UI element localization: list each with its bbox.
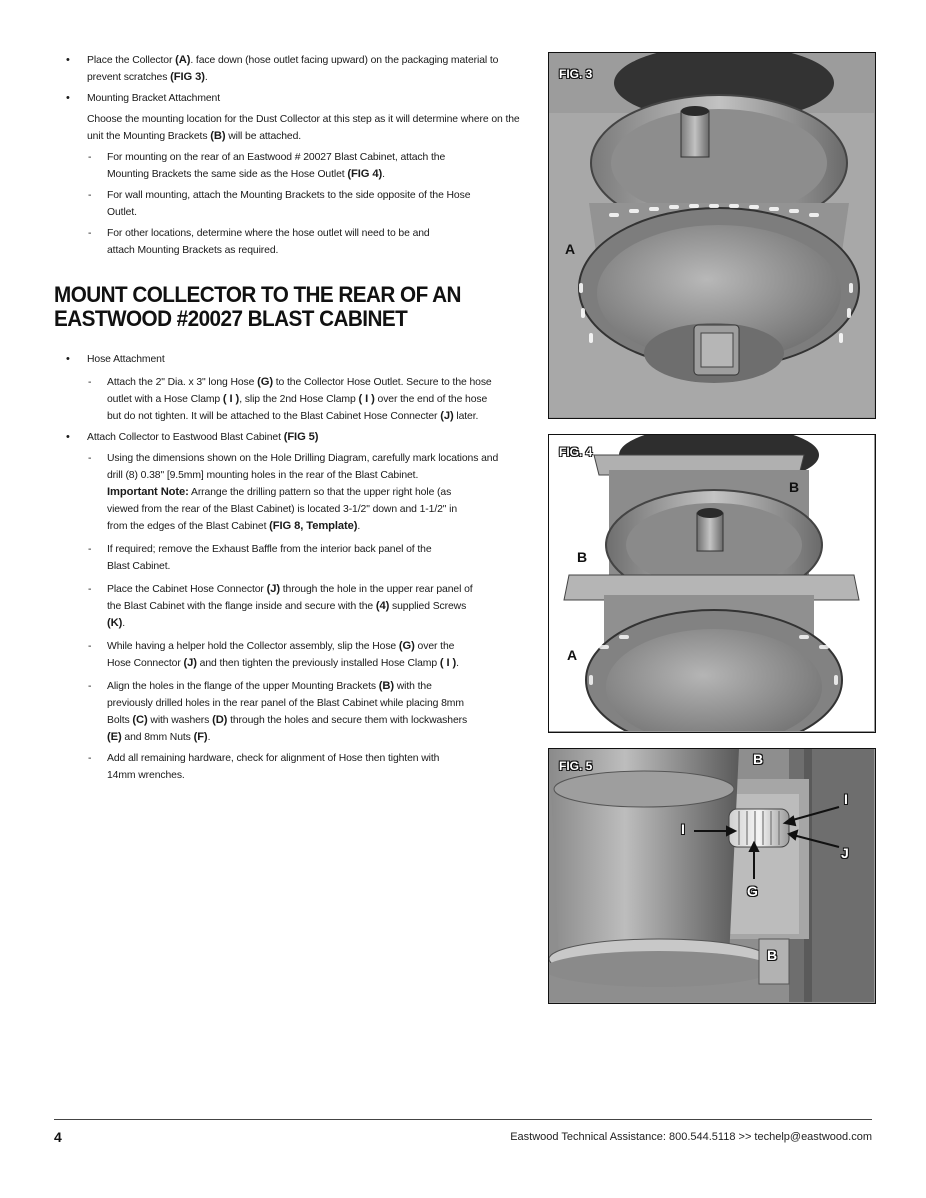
page-number: 4 [54, 1129, 62, 1145]
callout-b-top: B [753, 751, 764, 767]
figure-ref: (FIG 3) [170, 71, 205, 83]
text: . [122, 618, 126, 629]
text: Hose Attachment [87, 354, 165, 365]
substep-drill-holes [54, 450, 504, 535]
figure-label: FIG. 4 [559, 445, 593, 459]
callout-i-left: I [681, 821, 685, 837]
figure-ref: (FIG 5) [283, 431, 319, 443]
text: Choose the mounting location for the Dust Collector at this step as it will determine where on the unit the Mounting Brackets [87, 114, 520, 142]
text: For wall mounting, attach the Mounting Brackets to the side opposite of the Hose Outlet. [107, 190, 471, 218]
text: . [204, 72, 208, 83]
mounting-bracket-paragraph [54, 111, 524, 145]
footer-divider [54, 1119, 872, 1120]
collector-with-brackets-illustration [549, 435, 874, 731]
substep-wall-mounting [54, 187, 484, 221]
callout-b-bottom: B [767, 947, 778, 963]
substep-final-hardware [54, 750, 444, 784]
text: , slip the 2nd Hose Clamp [239, 394, 359, 405]
text: For other locations, determine where the hose outlet will need to be and attach Mounting Brackets as required. [107, 228, 430, 256]
callout-j: J [841, 845, 849, 861]
step-hose-attachment-title [54, 351, 524, 368]
text: Attach Collector to Eastwood Blast Cabinet [87, 432, 284, 443]
text: supplied Screws [389, 601, 467, 612]
part-ref: (K) [107, 617, 123, 629]
text: . [456, 658, 459, 669]
text: with washers [147, 715, 213, 726]
text: to the Collector Hose Outlet. Secure to the hose outlet with a Hose Clamp [107, 377, 492, 405]
part-ref: (E) [107, 731, 122, 743]
text: over the end of the hose but do not tighten. It will be attached to the Blast Cabinet Hose Connecter [107, 394, 488, 422]
part-ref: (4) [375, 600, 390, 612]
text: through the hole in the upper rear panel of the Blast Cabinet with the flange inside and secure with the [107, 584, 473, 612]
part-ref: (G) [398, 640, 415, 652]
substep-hose-connector [54, 581, 484, 632]
substep-remove-baffle [54, 541, 454, 575]
text: through the holes and secure them with lockwashers [227, 715, 468, 726]
text: over the Hose Connector [107, 641, 455, 669]
collector-attached-to-cabinet-illustration [549, 749, 874, 1002]
text: Add all remaining hardware, check for alignment of Hose then tighten with 14mm wrenches. [107, 753, 440, 781]
callout-i-right: I [844, 791, 848, 807]
substep-slip-hose [54, 638, 474, 672]
substep-other-locations [54, 225, 454, 259]
text: Place the Cabinet Hose Connector [107, 584, 267, 595]
figure-ref: (FIG 8, Template) [269, 520, 358, 532]
callout-g: G [747, 883, 758, 899]
text: . face down (hose outlet facing upward) on the packaging material to prevent scratches [87, 55, 499, 83]
substep-rear-mounting [54, 149, 484, 183]
part-ref: (J) [266, 583, 280, 595]
substep-align-brackets [54, 678, 474, 746]
part-ref: ( I ) [439, 657, 457, 669]
technical-assistance-contact: Eastwood Technical Assistance: 800.544.5118 >> techelp@eastwood.com [510, 1131, 872, 1143]
text: Using the dimensions shown on the Hole Drilling Diagram, carefully mark locations and drill (8) 0.38" [9.5mm] mounting holes in the rear of the Blast Cabinet. [107, 453, 499, 481]
heading-line: EASTWOOD #20027 BLAST CABINET [54, 306, 408, 331]
section-heading [54, 283, 532, 331]
text: For mounting on the rear of an Eastwood # 20027 Blast Cabinet, attach the Mounting Brackets the same side as the Hose Outlet [107, 152, 446, 180]
part-ref: (B) [378, 680, 394, 692]
part-ref: ( I ) [222, 393, 240, 405]
text: will be attached. [225, 131, 302, 142]
text: . [207, 732, 211, 743]
figure-ref: (FIG 4) [347, 168, 383, 180]
text: Align the holes in the flange of the upper Mounting Brackets [107, 681, 379, 692]
part-ref: (F) [193, 731, 208, 743]
important-note [107, 484, 467, 535]
text: Place the Collector [87, 55, 176, 66]
text: and then tighten the previously installed Hose Clamp [196, 658, 440, 669]
part-ref: (G) [257, 376, 273, 388]
collector-face-down-illustration [549, 53, 874, 417]
part-ref: (A) [175, 54, 191, 66]
figure-4 [548, 434, 876, 733]
callout-b-upper: B [789, 479, 800, 495]
substep-attach-hose [54, 374, 494, 425]
step-mounting-bracket-title [54, 90, 524, 107]
text: If required; remove the Exhaust Baffle from the interior back panel of the Blast Cabinet. [107, 544, 432, 572]
figure-label: FIG. 3 [559, 67, 593, 81]
heading-line: MOUNT COLLECTOR TO THE REAR OF AN [54, 282, 461, 307]
part-ref: (J) [440, 410, 454, 422]
part-ref: (B) [210, 130, 226, 142]
step-attach-collector-title [54, 429, 524, 446]
text: with the previously drilled holes in the rear panel of the Blast Cabinet while placing 8mm Bolts [107, 681, 464, 726]
part-ref: (D) [212, 714, 228, 726]
callout-b-lower: B [577, 549, 588, 565]
note-label: Important Note: [107, 486, 189, 498]
figure-label: FIG. 5 [559, 759, 593, 773]
part-ref: ( I ) [358, 393, 375, 405]
text: While having a helper hold the Collector assembly, slip the Hose [107, 641, 399, 652]
text: Attach the 2" Dia. x 3" long Hose [107, 377, 258, 388]
text: and 8mm Nuts [121, 732, 194, 743]
step-place-collector [54, 52, 524, 86]
callout-a: A [567, 647, 578, 663]
instructions-column [54, 52, 524, 784]
text: . [382, 169, 385, 180]
part-ref: (J) [183, 657, 197, 669]
callout-a: A [565, 241, 576, 257]
text: later. [453, 411, 479, 422]
figure-3 [548, 52, 876, 419]
figure-5 [548, 748, 876, 1004]
text: . [357, 521, 361, 532]
part-ref: (C) [132, 714, 148, 726]
text: Arrange the drilling pattern so that the upper right hole (as viewed from the rear of the Blast Cabinet) is located 3-1/2" down and 1-1/2" in from the edges of the Blast Cabinet [107, 487, 458, 532]
text: Mounting Bracket Attachment [87, 93, 221, 104]
